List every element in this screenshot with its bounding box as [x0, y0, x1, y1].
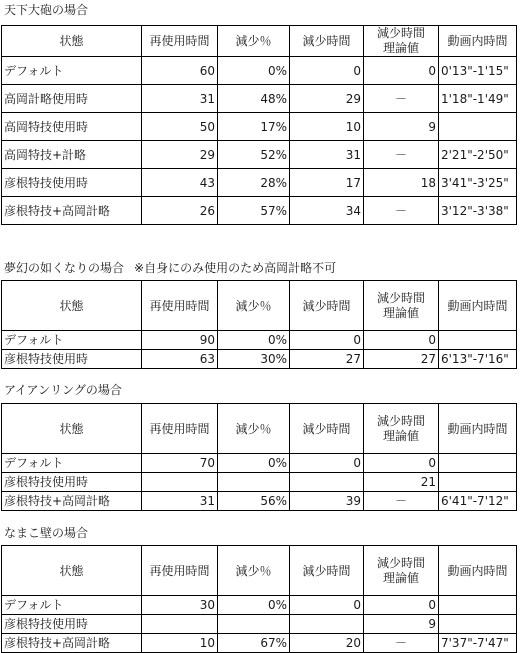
state-cell[interactable]: 高岡計略使用時 — [2, 85, 142, 113]
header-video-time[interactable]: 動画内時間 — [439, 281, 517, 331]
reuse-time-cell[interactable]: 90 — [142, 331, 218, 350]
video-time-cell[interactable]: 6'13"-7'16" — [439, 350, 517, 369]
video-time-cell[interactable] — [439, 454, 517, 473]
reduction-time-cell[interactable]: 0 — [290, 57, 364, 85]
reuse-time-cell[interactable]: 26 — [142, 197, 218, 225]
state-cell[interactable]: 彦根特技+高岡計略 — [2, 197, 142, 225]
section-title — [4, 1, 88, 19]
header-theoretical-line2: 理論値 — [382, 428, 419, 443]
state-cell[interactable]: 彦根特技+高岡計略 — [2, 634, 142, 653]
reuse-time-cell[interactable]: 50 — [142, 113, 218, 141]
header-reduction-percent[interactable]: 減少％ — [218, 546, 290, 596]
table-row — [2, 169, 517, 197]
data-table — [1, 280, 517, 369]
theoretical-value-cell[interactable]: 0 — [364, 454, 439, 473]
theoretical-value-cell[interactable]: 18 — [364, 169, 439, 197]
reduction-percent-cell[interactable] — [218, 473, 290, 492]
reuse-time-cell[interactable]: 31 — [142, 85, 218, 113]
reuse-time-cell[interactable]: 60 — [142, 57, 218, 85]
reduction-percent-cell[interactable]: 57% — [218, 197, 290, 225]
header-reuse-time[interactable]: 再使用時間 — [142, 404, 218, 454]
state-cell[interactable]: 彦根特技使用時 — [2, 169, 142, 197]
video-time-cell[interactable]: 0'13"-1'15" — [439, 57, 517, 85]
video-time-cell[interactable] — [439, 113, 517, 141]
header-reduction-time[interactable]: 減少時間 — [290, 404, 364, 454]
video-time-cell[interactable] — [439, 473, 517, 492]
header-row — [2, 281, 517, 331]
theoretical-value-cell[interactable]: － — [364, 141, 439, 169]
state-cell[interactable]: デフォルト — [2, 331, 142, 350]
reduction-percent-cell[interactable]: 0% — [218, 596, 290, 615]
reduction-percent-cell[interactable]: 17% — [218, 113, 290, 141]
header-video-time[interactable]: 動画内時間 — [439, 26, 517, 57]
video-time-cell[interactable]: 1'18"-1'49" — [439, 85, 517, 113]
theoretical-value-cell[interactable]: 0 — [364, 596, 439, 615]
table-row — [2, 197, 517, 225]
reduction-percent-cell[interactable]: 30% — [218, 350, 290, 369]
reduction-time-cell[interactable]: 34 — [290, 197, 364, 225]
video-time-cell[interactable] — [439, 331, 517, 350]
theoretical-value-cell[interactable]: 0 — [364, 331, 439, 350]
video-time-cell[interactable]: 3'41"-3'25" — [439, 169, 517, 197]
state-cell[interactable]: 高岡特技+計略 — [2, 141, 142, 169]
theoretical-value-cell[interactable]: 27 — [364, 350, 439, 369]
header-reuse-time[interactable]: 再使用時間 — [142, 26, 218, 57]
section-title — [4, 524, 88, 542]
reduction-time-cell[interactable]: 31 — [290, 141, 364, 169]
reduction-time-cell[interactable] — [290, 473, 364, 492]
theoretical-value-cell[interactable]: 9 — [364, 113, 439, 141]
header-reuse-time[interactable]: 再使用時間 — [142, 281, 218, 331]
table-row — [2, 331, 517, 350]
reduction-time-cell[interactable]: 17 — [290, 169, 364, 197]
table-row — [2, 57, 517, 85]
video-time-cell[interactable] — [439, 596, 517, 615]
reduction-time-cell[interactable]: 27 — [290, 350, 364, 369]
reuse-time-cell[interactable] — [142, 615, 218, 634]
table-row — [2, 85, 517, 113]
video-time-cell[interactable] — [439, 615, 517, 634]
theoretical-value-cell[interactable]: － — [364, 492, 439, 511]
header-reuse-time[interactable]: 再使用時間 — [142, 546, 218, 596]
theoretical-value-cell[interactable]: 9 — [364, 615, 439, 634]
data-table — [1, 403, 517, 511]
header-theoretical-value[interactable] — [364, 404, 439, 454]
reduction-percent-cell[interactable]: 0% — [218, 57, 290, 85]
reuse-time-cell[interactable]: 63 — [142, 350, 218, 369]
reduction-time-cell[interactable]: 20 — [290, 634, 364, 653]
reduction-time-cell[interactable]: 0 — [290, 331, 364, 350]
reuse-time-cell[interactable]: 70 — [142, 454, 218, 473]
reduction-time-cell[interactable]: 29 — [290, 85, 364, 113]
state-cell[interactable]: 彦根特技使用時 — [2, 473, 142, 492]
data-table — [1, 25, 517, 225]
reduction-percent-cell[interactable]: 52% — [218, 141, 290, 169]
video-time-cell[interactable]: 7'37"-7'47" — [439, 634, 517, 653]
header-theoretical-line1: 減少時間 — [376, 413, 425, 428]
state-cell[interactable]: デフォルト — [2, 596, 142, 615]
reduction-time-cell[interactable]: 39 — [290, 492, 364, 511]
reuse-time-cell[interactable]: 29 — [142, 141, 218, 169]
reduction-percent-cell[interactable] — [218, 615, 290, 634]
header-reduction-time[interactable]: 減少時間 — [290, 281, 364, 331]
reduction-percent-cell[interactable]: 67% — [218, 634, 290, 653]
table-row — [2, 473, 517, 492]
theoretical-value-cell[interactable]: 0 — [364, 57, 439, 85]
header-theoretical-line1: 減少時間 — [376, 26, 425, 40]
header-theoretical-line2: 理論値 — [382, 570, 419, 585]
reduction-time-cell[interactable]: 0 — [290, 454, 364, 473]
header-row — [2, 546, 517, 596]
header-theoretical-line1: 減少時間 — [376, 290, 425, 305]
section-title-text: 天下大砲の場合 — [4, 3, 89, 17]
section-note: ※自身にのみ使用のため高岡計略不可 — [134, 261, 337, 275]
section-title-text: アイアンリングの場合 — [4, 383, 122, 397]
section-title — [4, 381, 122, 399]
state-cell[interactable]: 彦根特技使用時 — [2, 615, 142, 634]
table-row — [2, 634, 517, 653]
header-reduction-percent[interactable]: 減少％ — [218, 26, 290, 57]
header-theoretical-line2: 理論値 — [382, 305, 419, 320]
header-theoretical-value[interactable] — [364, 546, 439, 596]
table-row — [2, 350, 517, 369]
header-reduction-time[interactable]: 減少時間 — [290, 26, 364, 57]
header-reduction-percent[interactable]: 減少％ — [218, 404, 290, 454]
reduction-time-cell[interactable]: 0 — [290, 596, 364, 615]
reduction-percent-cell[interactable]: 28% — [218, 169, 290, 197]
reuse-time-cell[interactable]: 30 — [142, 596, 218, 615]
table-row — [2, 454, 517, 473]
table-row — [2, 113, 517, 141]
header-state[interactable]: 状態 — [2, 26, 142, 57]
header-theoretical-line1: 減少時間 — [376, 555, 425, 570]
header-theoretical-line2: 理論値 — [382, 41, 419, 55]
header-theoretical-value[interactable] — [364, 26, 439, 57]
video-time-cell[interactable]: 2'21"-2'50" — [439, 141, 517, 169]
state-cell[interactable]: デフォルト — [2, 57, 142, 85]
header-reduction-time[interactable]: 減少時間 — [290, 546, 364, 596]
reuse-time-cell[interactable]: 43 — [142, 169, 218, 197]
section-title-text: 夢幻の如くなりの場合 — [4, 261, 125, 275]
table-row — [2, 615, 517, 634]
header-state[interactable]: 状態 — [2, 404, 142, 454]
reduction-percent-cell[interactable]: 56% — [218, 492, 290, 511]
table-row — [2, 596, 517, 615]
reduction-time-cell[interactable] — [290, 615, 364, 634]
header-video-time[interactable]: 動画内時間 — [439, 546, 517, 596]
state-cell[interactable]: デフォルト — [2, 454, 142, 473]
reduction-percent-cell[interactable]: 0% — [218, 454, 290, 473]
reduction-percent-cell[interactable]: 48% — [218, 85, 290, 113]
header-state[interactable]: 状態 — [2, 281, 142, 331]
reuse-time-cell[interactable]: 10 — [142, 634, 218, 653]
state-cell[interactable]: 彦根特技+高岡計略 — [2, 492, 142, 511]
reuse-time-cell[interactable]: 31 — [142, 492, 218, 511]
header-state[interactable]: 状態 — [2, 546, 142, 596]
header-video-time[interactable]: 動画内時間 — [439, 404, 517, 454]
section-title-text: なまこ壁の場合 — [4, 526, 89, 540]
state-cell[interactable]: 彦根特技使用時 — [2, 350, 142, 369]
video-time-cell[interactable]: 3'12"-3'38" — [439, 197, 517, 225]
video-time-cell[interactable]: 6'41"-7'12" — [439, 492, 517, 511]
reduction-time-cell[interactable]: 10 — [290, 113, 364, 141]
theoretical-value-cell[interactable]: － — [364, 634, 439, 653]
theoretical-value-cell[interactable]: － — [364, 85, 439, 113]
data-table — [1, 545, 517, 653]
header-reduction-percent[interactable]: 減少％ — [218, 281, 290, 331]
state-cell[interactable]: 高岡特技使用時 — [2, 113, 142, 141]
header-theoretical-value[interactable] — [364, 281, 439, 331]
header-row — [2, 26, 517, 57]
table-row — [2, 141, 517, 169]
table-row — [2, 492, 517, 511]
header-row — [2, 404, 517, 454]
section-title — [4, 259, 336, 277]
reduction-percent-cell[interactable]: 0% — [218, 331, 290, 350]
theoretical-value-cell[interactable]: 21 — [364, 473, 439, 492]
theoretical-value-cell[interactable]: － — [364, 197, 439, 225]
reuse-time-cell[interactable] — [142, 473, 218, 492]
